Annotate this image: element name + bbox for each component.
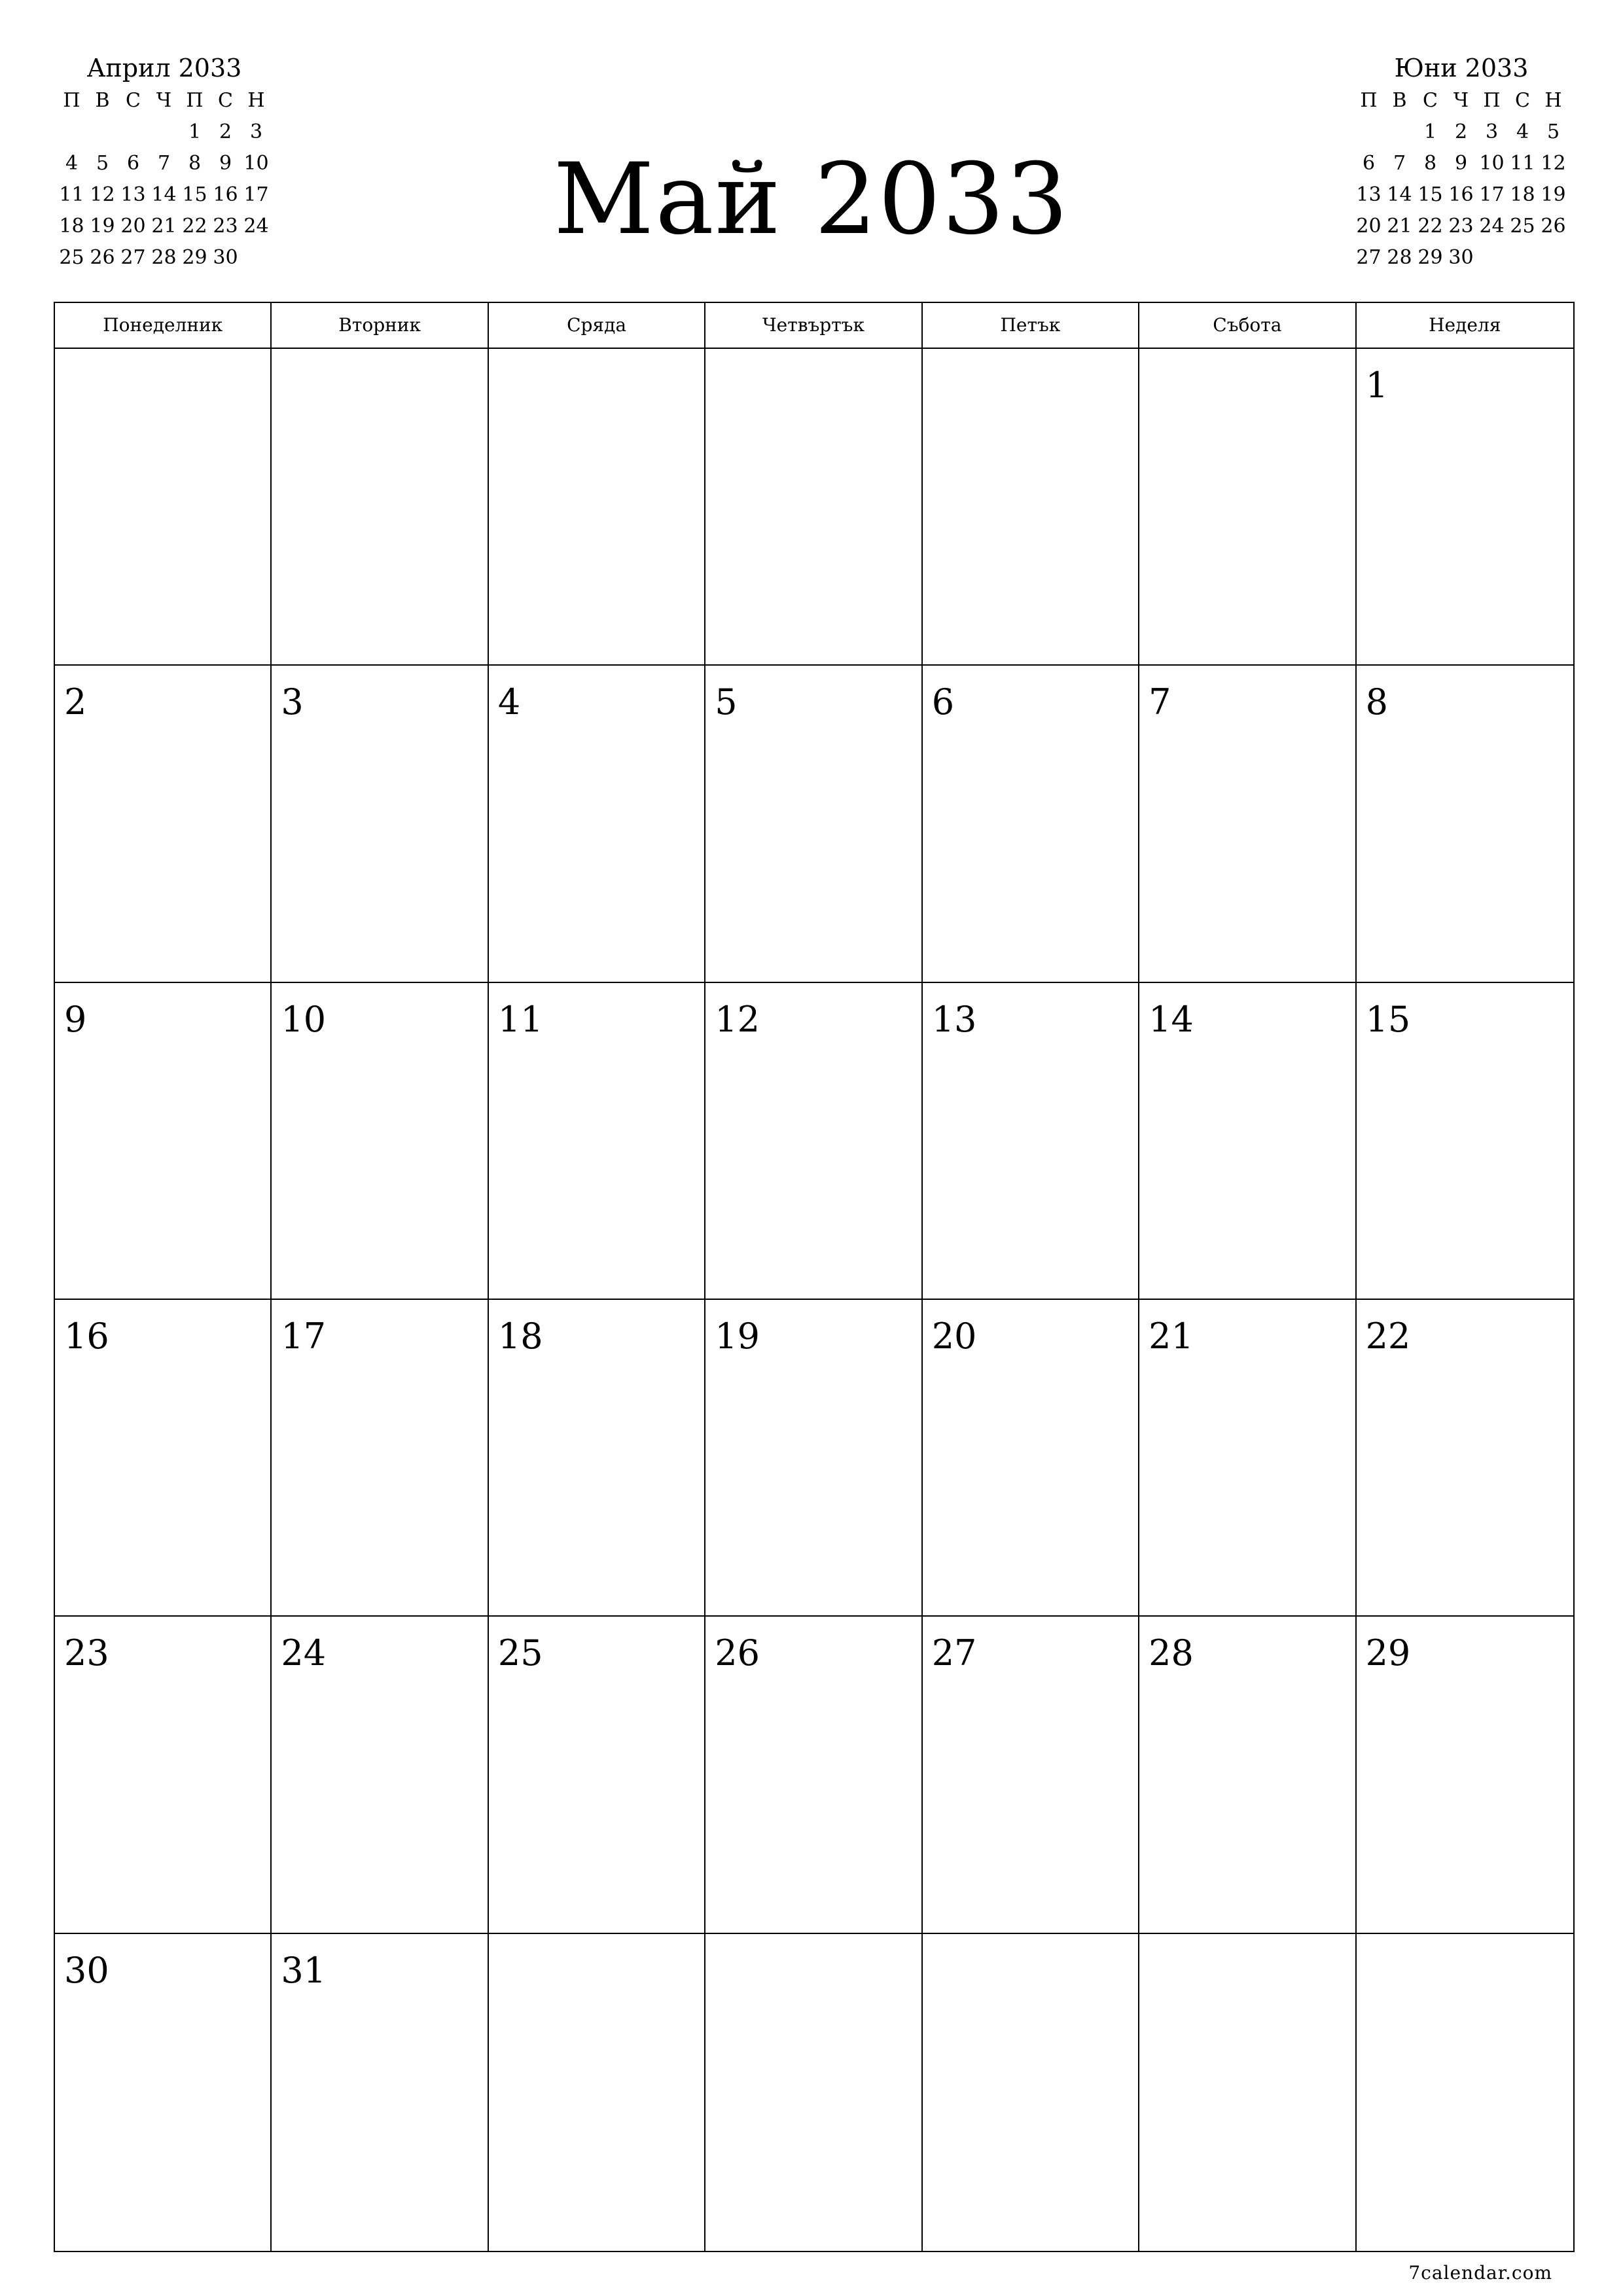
mini-day: 25: [59, 246, 84, 269]
mini-day: 13: [120, 183, 146, 206]
mini-day: 25: [1510, 215, 1535, 238]
mini-day: 23: [1448, 215, 1474, 238]
page-title: Май 2033: [553, 143, 1070, 257]
day-cell[interactable]: [489, 666, 705, 982]
mini-day: 17: [243, 183, 269, 206]
day-number: 20: [931, 1316, 977, 1357]
day-cell[interactable]: [272, 1617, 488, 1933]
day-number: 9: [64, 998, 87, 1040]
mini-day: 15: [1418, 183, 1443, 206]
mini-day: 13: [1356, 183, 1382, 206]
day-number: 23: [64, 1632, 109, 1674]
day-number: 13: [931, 998, 977, 1040]
day-cell[interactable]: [272, 1300, 488, 1617]
mini-day: 20: [1356, 215, 1382, 238]
mini-day: 30: [213, 246, 238, 269]
mini-day: 16: [1448, 183, 1474, 206]
day-cell[interactable]: [55, 983, 272, 1300]
mini-calendar-grid: [1353, 85, 1569, 274]
mini-calendar-title: Април 2033: [86, 54, 242, 82]
day-number: 17: [281, 1316, 327, 1357]
day-number: 18: [497, 1316, 543, 1357]
mini-day: 28: [1387, 246, 1412, 269]
mini-day: 21: [1387, 215, 1412, 238]
mini-day: 1: [188, 120, 202, 143]
mini-day: 29: [182, 246, 207, 269]
mini-day: 19: [90, 215, 115, 238]
day-cell[interactable]: [55, 1617, 272, 1933]
day-number: 2: [64, 681, 87, 723]
mini-day: [1538, 242, 1569, 274]
mini-day: [1476, 242, 1507, 274]
mini-weekday-label: В: [1392, 89, 1407, 112]
day-cell[interactable]: [272, 666, 488, 982]
weekday-header: Петък: [923, 303, 1139, 348]
day-cell[interactable]: [923, 666, 1139, 982]
day-cell[interactable]: [1139, 983, 1356, 1300]
mini-day: 19: [1541, 183, 1566, 206]
day-cell[interactable]: [55, 349, 272, 666]
weekday-header: Четвъртък: [705, 303, 922, 348]
day-cell[interactable]: [705, 1934, 922, 2251]
day-number: 10: [281, 998, 327, 1040]
day-cell[interactable]: [489, 1617, 705, 1933]
mini-day: 6: [126, 152, 140, 175]
day-cell[interactable]: [55, 666, 272, 982]
mini-day: 7: [157, 152, 171, 175]
day-cell[interactable]: [55, 1300, 272, 1617]
day-number: 27: [931, 1632, 977, 1674]
mini-day: 30: [1448, 246, 1474, 269]
day-cell[interactable]: [489, 1934, 705, 2251]
day-cell[interactable]: [1357, 983, 1573, 1300]
day-number: 29: [1365, 1632, 1411, 1674]
mini-day: 11: [1510, 152, 1535, 175]
mini-weekday-label: П: [186, 89, 204, 112]
day-cell[interactable]: [1357, 1617, 1573, 1933]
day-number: 7: [1149, 681, 1171, 723]
mini-day: 7: [1393, 152, 1406, 175]
day-cell[interactable]: [1357, 1934, 1573, 2251]
day-cell[interactable]: [705, 666, 922, 982]
mini-day: 14: [1387, 183, 1412, 206]
day-cell[interactable]: [1139, 1934, 1356, 2251]
day-cell[interactable]: [272, 349, 488, 666]
mini-day: 27: [120, 246, 146, 269]
mini-day: 29: [1418, 246, 1443, 269]
day-cell[interactable]: [1139, 1617, 1356, 1933]
mini-calendar-title: Юни 2033: [1394, 54, 1529, 82]
mini-day: [118, 117, 149, 148]
weekday-header: Събота: [1139, 303, 1356, 348]
day-cell[interactable]: [923, 1300, 1139, 1617]
mini-day: 11: [59, 183, 84, 206]
mini-day: 14: [151, 183, 177, 206]
day-number: 3: [281, 681, 304, 723]
mini-weekday-label: С: [1515, 89, 1530, 112]
day-number: 30: [64, 1949, 109, 1991]
day-number: 24: [281, 1632, 327, 1674]
day-cell[interactable]: [272, 983, 488, 1300]
weekday-header: Неделя: [1429, 314, 1501, 336]
day-cell[interactable]: [489, 1300, 705, 1617]
mini-day: 28: [151, 246, 177, 269]
mini-day: 4: [1516, 120, 1529, 143]
mini-day: 24: [243, 215, 269, 238]
mini-day: 21: [151, 215, 177, 238]
footer-brand: 7calendar.com: [1408, 2262, 1552, 2284]
mini-day: 24: [1479, 215, 1505, 238]
mini-day: [87, 117, 118, 148]
mini-day: [1384, 117, 1415, 148]
mini-day: 22: [182, 215, 207, 238]
mini-day: 18: [59, 215, 84, 238]
day-cell[interactable]: [705, 1617, 922, 1933]
mini-day: 3: [1485, 120, 1499, 143]
mini-weekday-label: П: [1360, 89, 1378, 112]
mini-day: 8: [188, 152, 202, 175]
mini-weekday-label: Н: [1544, 89, 1562, 112]
weekday-header: Сряда: [489, 303, 705, 348]
day-cell[interactable]: [489, 349, 705, 666]
day-cell[interactable]: [923, 1934, 1139, 2251]
day-cell[interactable]: [1357, 349, 1573, 666]
mini-day: 5: [96, 152, 109, 175]
mini-weekday-label: В: [95, 89, 110, 112]
mini-day: 26: [1541, 215, 1566, 238]
mini-day: 26: [90, 246, 115, 269]
mini-day: 3: [249, 120, 263, 143]
mini-weekday-label: Н: [247, 89, 265, 112]
day-cell[interactable]: [705, 1300, 922, 1617]
day-number: 26: [715, 1632, 760, 1674]
day-number: 31: [281, 1949, 327, 1991]
day-cell[interactable]: [1139, 1300, 1356, 1617]
day-cell[interactable]: [705, 983, 922, 1300]
weekday-header-row: [55, 303, 1573, 349]
mini-day: 27: [1356, 246, 1382, 269]
mini-weekday-label: Ч: [156, 89, 172, 112]
mini-day: 20: [120, 215, 146, 238]
mini-weekday-label: Ч: [1453, 89, 1469, 112]
mini-day: 2: [1454, 120, 1468, 143]
weekday-header: Понеделник: [55, 303, 272, 348]
day-cell[interactable]: [923, 349, 1139, 666]
day-cell[interactable]: [272, 1934, 488, 2251]
day-number: 6: [931, 681, 955, 723]
mini-day: 4: [65, 152, 79, 175]
mini-day: 12: [1541, 152, 1566, 175]
mini-day: [1353, 117, 1384, 148]
mini-day: 12: [90, 183, 115, 206]
mini-weekday-label: С: [1423, 89, 1438, 112]
day-number: 4: [497, 681, 521, 723]
day-cell[interactable]: [489, 983, 705, 1300]
mini-day: 6: [1362, 152, 1376, 175]
day-number: 11: [497, 998, 543, 1040]
day-cell[interactable]: [1357, 1300, 1573, 1617]
day-number: 21: [1149, 1316, 1194, 1357]
mini-day: 15: [182, 183, 207, 206]
day-number: 14: [1149, 998, 1194, 1040]
day-number: 5: [715, 681, 738, 723]
mini-day: 23: [213, 215, 238, 238]
day-number: 15: [1365, 998, 1411, 1040]
mini-calendar-grid: [56, 85, 272, 274]
mini-weekday-label: П: [63, 89, 80, 112]
mini-day: [241, 242, 272, 274]
mini-day: [56, 117, 87, 148]
day-cell[interactable]: [705, 349, 922, 666]
day-cell[interactable]: [1139, 349, 1356, 666]
day-number: 25: [497, 1632, 543, 1674]
mini-day: 9: [1454, 152, 1468, 175]
mini-day: 9: [219, 152, 232, 175]
mini-day: 10: [1479, 152, 1505, 175]
mini-calendar-next-month: [1353, 52, 1569, 274]
weeks-grid: [55, 349, 1573, 2251]
mini-day: 10: [243, 152, 269, 175]
mini-day: 5: [1546, 120, 1560, 143]
mini-day: 17: [1479, 183, 1505, 206]
mini-day: 1: [1423, 120, 1437, 143]
day-number: 19: [715, 1316, 760, 1357]
day-cell[interactable]: [923, 983, 1139, 1300]
day-number: 1: [1365, 365, 1388, 406]
mini-day: [149, 117, 179, 148]
mini-calendar-previous-month: [56, 52, 272, 274]
day-number: 12: [715, 998, 760, 1040]
mini-day: 22: [1418, 215, 1443, 238]
day-number: 28: [1149, 1632, 1194, 1674]
day-cell[interactable]: [55, 1934, 272, 2251]
day-cell[interactable]: [1357, 666, 1573, 982]
day-cell[interactable]: [923, 1617, 1139, 1933]
day-cell[interactable]: [1139, 666, 1356, 982]
mini-weekday-label: С: [126, 89, 141, 112]
day-number: 16: [64, 1316, 109, 1357]
day-number: 8: [1365, 681, 1388, 723]
mini-day: 8: [1423, 152, 1437, 175]
mini-day: 2: [219, 120, 232, 143]
mini-weekday-label: П: [1483, 89, 1501, 112]
mini-weekday-label: С: [218, 89, 233, 112]
mini-day: 18: [1510, 183, 1535, 206]
mini-day: 16: [213, 183, 238, 206]
mini-day: [1507, 242, 1538, 274]
weekday-header: Вторник: [272, 303, 488, 348]
day-number: 22: [1365, 1316, 1411, 1357]
month-grid: [54, 302, 1575, 2252]
